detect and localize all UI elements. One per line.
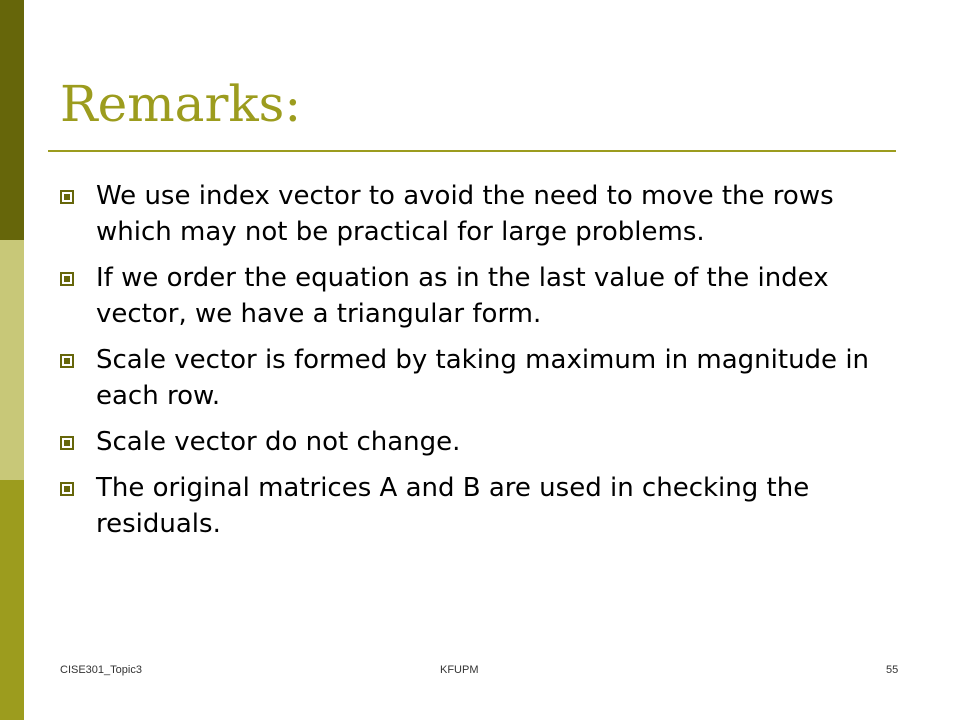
sidebar-stripe bbox=[0, 0, 24, 720]
bullet-text: Scale vector do not change. bbox=[96, 427, 461, 457]
bullet-item bbox=[60, 178, 900, 250]
square-bullet-icon bbox=[60, 436, 74, 450]
bullet-item bbox=[60, 260, 900, 332]
title-underline bbox=[48, 150, 896, 152]
bullet-text: We use index vector to avoid the need to move the rows which may not be practical for large problems. bbox=[96, 181, 834, 247]
bullet-list bbox=[60, 178, 900, 552]
bullet-text: Scale vector is formed by taking maximum in magnitude in each row. bbox=[96, 345, 870, 411]
sidebar-stripe-top bbox=[0, 0, 24, 240]
footer-institution: KFUPM bbox=[440, 664, 479, 676]
square-bullet-icon bbox=[60, 354, 74, 368]
slide-title: Remarks: bbox=[60, 75, 302, 133]
bullet-item bbox=[60, 470, 900, 542]
square-bullet-icon bbox=[60, 190, 74, 204]
square-bullet-icon bbox=[60, 482, 74, 496]
bullet-text: The original matrices A and B are used in checking the residuals. bbox=[96, 473, 810, 539]
bullet-text: If we order the equation as in the last value of the index vector, we have a triangular form. bbox=[96, 263, 829, 329]
sidebar-stripe-middle bbox=[0, 240, 24, 480]
square-bullet-icon bbox=[60, 272, 74, 286]
bullet-item bbox=[60, 342, 900, 414]
bullet-item bbox=[60, 424, 900, 460]
sidebar-stripe-bottom bbox=[0, 480, 24, 720]
footer-page-number: 55 bbox=[886, 664, 899, 676]
footer-course-code: CISE301_Topic3 bbox=[60, 664, 142, 676]
